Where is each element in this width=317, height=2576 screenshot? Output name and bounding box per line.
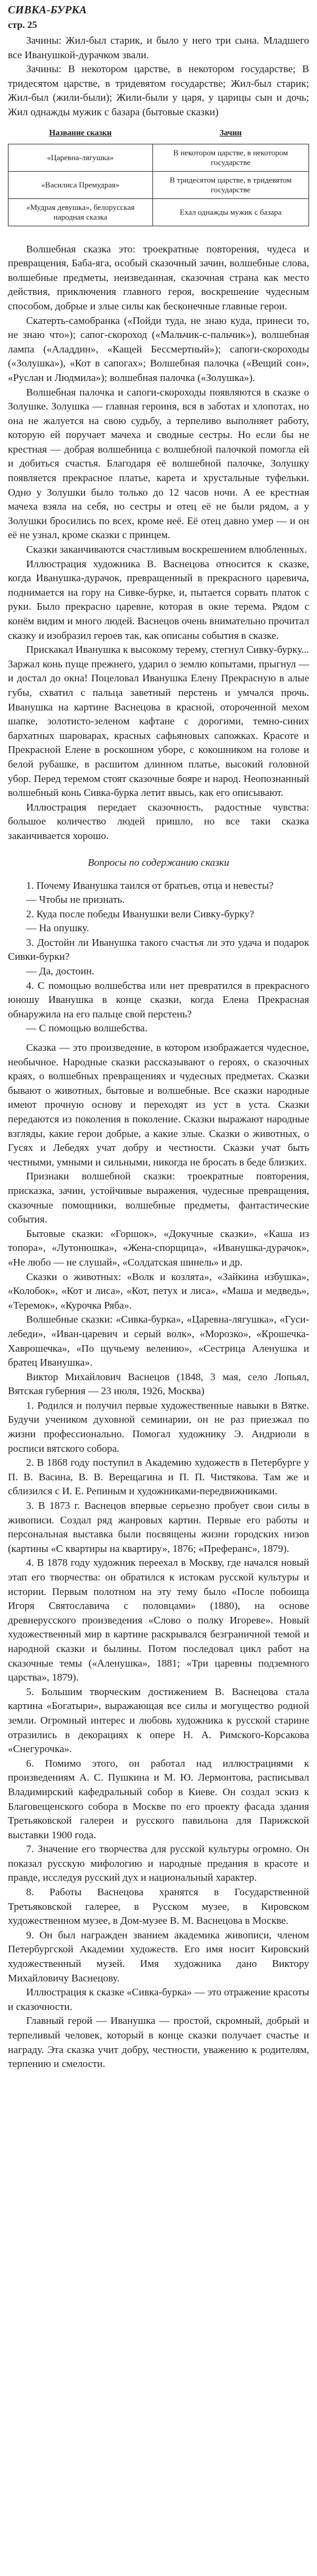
tale-types-paragraph: Волшебные сказки: «Сивка-бурка», «Царевна-лягушка», «Гуси-лебеди», «Иван-царевич и серый волк», «Морозко», «Крошечка-Хаврошечка», «По щучьему велению», «Сестрица Аленушка и братец Иванушка». — [8, 1313, 309, 1369]
bio-paragraph: 6. Помимо этого, он работал над иллюстрациями к произведениям А. С. Пушкина и М. Ю. Лермонтова, расписывал Владимирский кафедральный собор в Киеве. Он создал эскиз к Благовещенского собора в Москве по его проекту фасада здания Третьяковской галереи и русского павильона для Парижской выставки 1900 года. — [8, 1757, 309, 1841]
tale-types-paragraph: Бытовые сказки: «Горшок», «Докучные сказки», «Каша из топора», «Лутонюшка», «Жена-спорщица», «Иванушка-дурачок», «Не любо — не слушай», «Солдатская шинель» и др. — [8, 1227, 309, 1268]
question: 4. С помощью волшебства или нет превратился в прекрасного юношу Иванушка в конце сказки, когда Елена Прекрасная обнаружила на его пальце свой перстень? — [8, 979, 309, 1020]
closing-paragraph: Иллюстрация к сказке «Сивка-бурка» — это отражение красоты и сказочности. — [8, 1986, 309, 2012]
bio-paragraph: Виктор Михайлович Васнецов (1848, 3 мая, село Лопьял, Вятская губерния — 23 июля, 1926, Москва) — [8, 1371, 309, 1397]
bio-paragraph: 1. Родился и получил первые художественные навыки в Вятке. Будучи учеником духовной семинарии, он не раз приезжал по жизни профессионально. Помогал художнику Э. Андриоли в росписи вятского собора. — [8, 1399, 309, 1454]
answer: — На опушку. — [26, 922, 89, 934]
table-cell: Ехал однажды мужик с базара — [152, 198, 308, 226]
body-paragraph: Иллюстрация художника В. Васнецова относится к сказке, когда Иванушка-дурачок, превращенный в прекрасного царевича, поднимается на гору на Сивке-бурке, и, пытается сорвать платок с руки. Было прекрасно царевне, которая в окне терема. Рядом с конём видим и много людей. Васнецов очень внимательно прочитал сказку и изобразил героев так, как описаны события в сказке. — [8, 558, 309, 641]
body-paragraph: Прискакал Иванушка к высокому терему, стегнул Сивку-бурку... Заржал конь пуще прежнего, ударил о землю копытами, прыгнул — и достал до окна! Поцеловал Иванушка Елену Прекрасную в алые губы, схватил с пальца заветный перстень и умчался прочь. Иванушка на картине Васнецова в красной, отороченной мехом шапке, золотисто-зеленом кафтане с дорогими, темно-синих бархатных шароварах, красных сафьяновых сапожках. Красоте и Прекрасной Елене в роскошном уборе, с кокошником на голове и белой рубашке, в расшитом длинном платье, высокий головной убор. Перед теремом стоят сказочные бояре и народ. Неопознанный волшебный конь Сивка-бурка летит ввысь, как его описывают. — [8, 644, 309, 799]
bio-paragraph: 3. В 1873 г. Васнецов впервые серьезно пробует свои силы в живописи. Создал ряд жанровых картин. Первые его работы и персональная выставка были посвящены жизни городских низов (картины «С квартиры на квартиру», 1876; «Преферанс», 1879). — [8, 1500, 309, 1554]
intro-paragraph: Зачины: Жил-был старик, и было у него три сына. Младшего все Иванушкой-дурачком звали. — [8, 35, 309, 61]
tales-table-wrapper — [8, 127, 309, 226]
page-title: СИВКА-БУРКА — [8, 4, 87, 16]
column-header: Зачин — [219, 127, 242, 137]
table-cell: «Василиса Премудрая» — [9, 171, 153, 198]
column-header: Название сказки — [49, 127, 112, 137]
table-cell: В некотором царстве, в некотором государстве — [152, 144, 308, 171]
body-paragraph: Скатерть-самобранка («Пойди туда, не знаю куда, принеси то, не знаю что»); сапог-скороход («Мальчик-с-пальчик»), волшебная лампа («Аладдин», «Кащей Бессмертный»); сапоги-скороходы («Золушка»), «Кот в сапогах»; Волшебная палочка («Вещий сон», «Руслан и Людмила»); волшебная палочка («Золушка»). — [8, 314, 309, 383]
body-paragraph: Сказки заканчиваются счастливым воскрешением влюбленных. — [26, 544, 307, 556]
bio-paragraph: 5. Большим творческим достижением В. Васнецова стала картина «Богатыри», выражающая все силы и могущество родной земли. Огромный интерес и любовь художника к русской старине отразились в декорациях к опере Н. А. Римского-Корсакова «Снегурочка». — [8, 1685, 309, 1755]
question: 1. Почему Иванушка таился от братьев, отца и невесты? — [26, 879, 274, 891]
table-header-row — [9, 127, 309, 144]
bio-paragraph: 7. Значение его творчества для русской культуры огромно. Он показал русскую мифологию и народные предания в красоте и правде, исследуя русский дух и национальный характер. — [8, 1843, 309, 1884]
table-cell: «Мудрая девушка», белорусская народная сказка — [9, 198, 153, 226]
question: 2. Куда после победы Иванушки вели Сивку-бурку? — [26, 908, 254, 920]
table-cell: «Царевна-лягушка» — [9, 144, 153, 171]
answer: — Да, достоин. — [26, 965, 95, 977]
table-row — [9, 198, 309, 226]
body-paragraph: Волшебная сказка это: троекратные повторения, чудеса и превращения, Баба-яга, особый сказочный зачин, волшебные слова, волшебные предметы, неизведанная, сказочная страна как место действия, приключения главного героя, воскрешение чудесным способом, добрые и злые силы как бесконечные главные герои. — [8, 243, 309, 312]
features-paragraph: Признаки волшебной сказки: троекратные повторения, присказка, зачин, устойчивые выражения, чудесные превращения, сказочные помощники, волшебные предметы, фантастические события. — [8, 1170, 309, 1226]
table-cell: В тридесятом царстве, в тридевятом государстве — [152, 171, 308, 198]
tales-table — [8, 127, 309, 226]
bio-paragraph: 2. В 1868 году поступил в Академию художеств в Петербурге у П. В. Васина, В. В. Верещагина и П. П. Чистякова. Там же и сблизился с И. Е. Репиным и художниками-передвижниками. — [8, 1457, 309, 1497]
bio-paragraph: 9. Он был награжден званием академика живописи, членом Петербургской Академии художеств. Его имя носит Кировский художественный музей. Имя художника дано Виктору Михайловичу Васнецову. — [8, 1929, 309, 1984]
intro-paragraph: Зачины: В некотором царстве, в некотором государстве; В тридесятом царстве, в тридевятом государстве; Жил-был старик; Жил-был (жили-были); Жили-были у царя, у царицы сын и дочь; Жил однажды мужик с базара (бытовые сказки) — [8, 63, 309, 118]
bio-paragraph: 4. В 1878 году художник переехал в Москву, где начался новый этап его творчества: он обратился к истокам русской культуры и истории. Первым полотном на эту тему было «После побоища Игоря Святославича с половцами» (1880), на основе древнерусского произведения «Слово о полку Игореве». Новый художественный мир в картине раскрывался безграничной темой и народной сказки и былины. Потом последовал цикл работ на сказочные темы («Аленушка», 1881; «Три царевны подземного царства», 1879). — [8, 1557, 309, 1684]
tale-types-paragraph: Сказки о животных: «Волк и козлята», «Зайкина избушка», «Колобок», «Кот и лиса», «Кот, петух и лиса», «Маша и медведь», «Теремок», «Курочка Ряба». — [8, 1270, 309, 1311]
answer: — С помощью волшебства. — [26, 1022, 148, 1034]
body-paragraph: Иллюстрация передает сказочность, радостные чувства: большое количество людей пришло, но все таки сказка заканчивается хорошо. — [8, 801, 309, 841]
closing-paragraph: Главный герой — Иванушка — простой, скромный, добрый и терпеливый человек, который в конце сказки получает счастье и награду. Эта сказка учит добру, честности, уважению к родителям, терпению и смелости. — [8, 2015, 309, 2070]
bio-paragraph: 8. Работы Васнецова хранятся в Государственной Третьяковской галерее, в Русском музее, в Кировском художественном музее, в Дом-музее В. М. Васнецова в Москве. — [8, 1886, 309, 1927]
table-row — [9, 171, 309, 198]
page-number: стр. 25 — [8, 20, 38, 30]
skazka-definition: Сказка — это произведение, в котором изображается чудесное, необычное. Народные сказки рассказывают о героях, о сказочных краях, о волшебных превращениях и чудесных предметах. Сказки бывают о животных, бытовые и волшебные. Все сказки народные имеют прочную основу и переходят из уст в уста. Сказки передаются из поколения в поколение. Сказки выражают народные взгляды, какие герои добрые, а какие злые. Сказки о животных, о Гусях и Лебедях учат добру и честности. Сказки учат быть честными, умными и сильными, никогда не бросать в беде близких. — [8, 1042, 309, 1168]
table-row — [9, 144, 309, 171]
body-paragraph: Волшебная палочка и сапоги-скороходы появляются в сказке о Золушке. Золушка — главная героиня, вся в заботах и хлопотах, но она не жалуется на свою судьбу, а терпеливо выполняет работу, которую ей поручает мачеха и сводные сестры. Но если бы не крестная — добрая волшебница с волшебной палочкой помогла ей и добиться счастья. Благодаря её волшебной палочке, Золушку появляется прекрасное платье, карета и хрустальные туфельки. Одно у Золушки было только до 12 часов ночи. А ее крестная мачеха взяла на себя, но сестры и отец её не были рядом, а у Золушки бросились по всех, кроме неё. Её отец давно умер — и он её не узнал, кроме сказки с принцем. — [8, 386, 309, 541]
answer: — Чтобы не признать. — [26, 894, 125, 906]
section-title: Вопросы по содержанию сказки — [87, 856, 230, 868]
question: 3. Достойн ли Иванушка такого счастья ли это удача и подарок Сивки-бурки? — [8, 936, 309, 963]
